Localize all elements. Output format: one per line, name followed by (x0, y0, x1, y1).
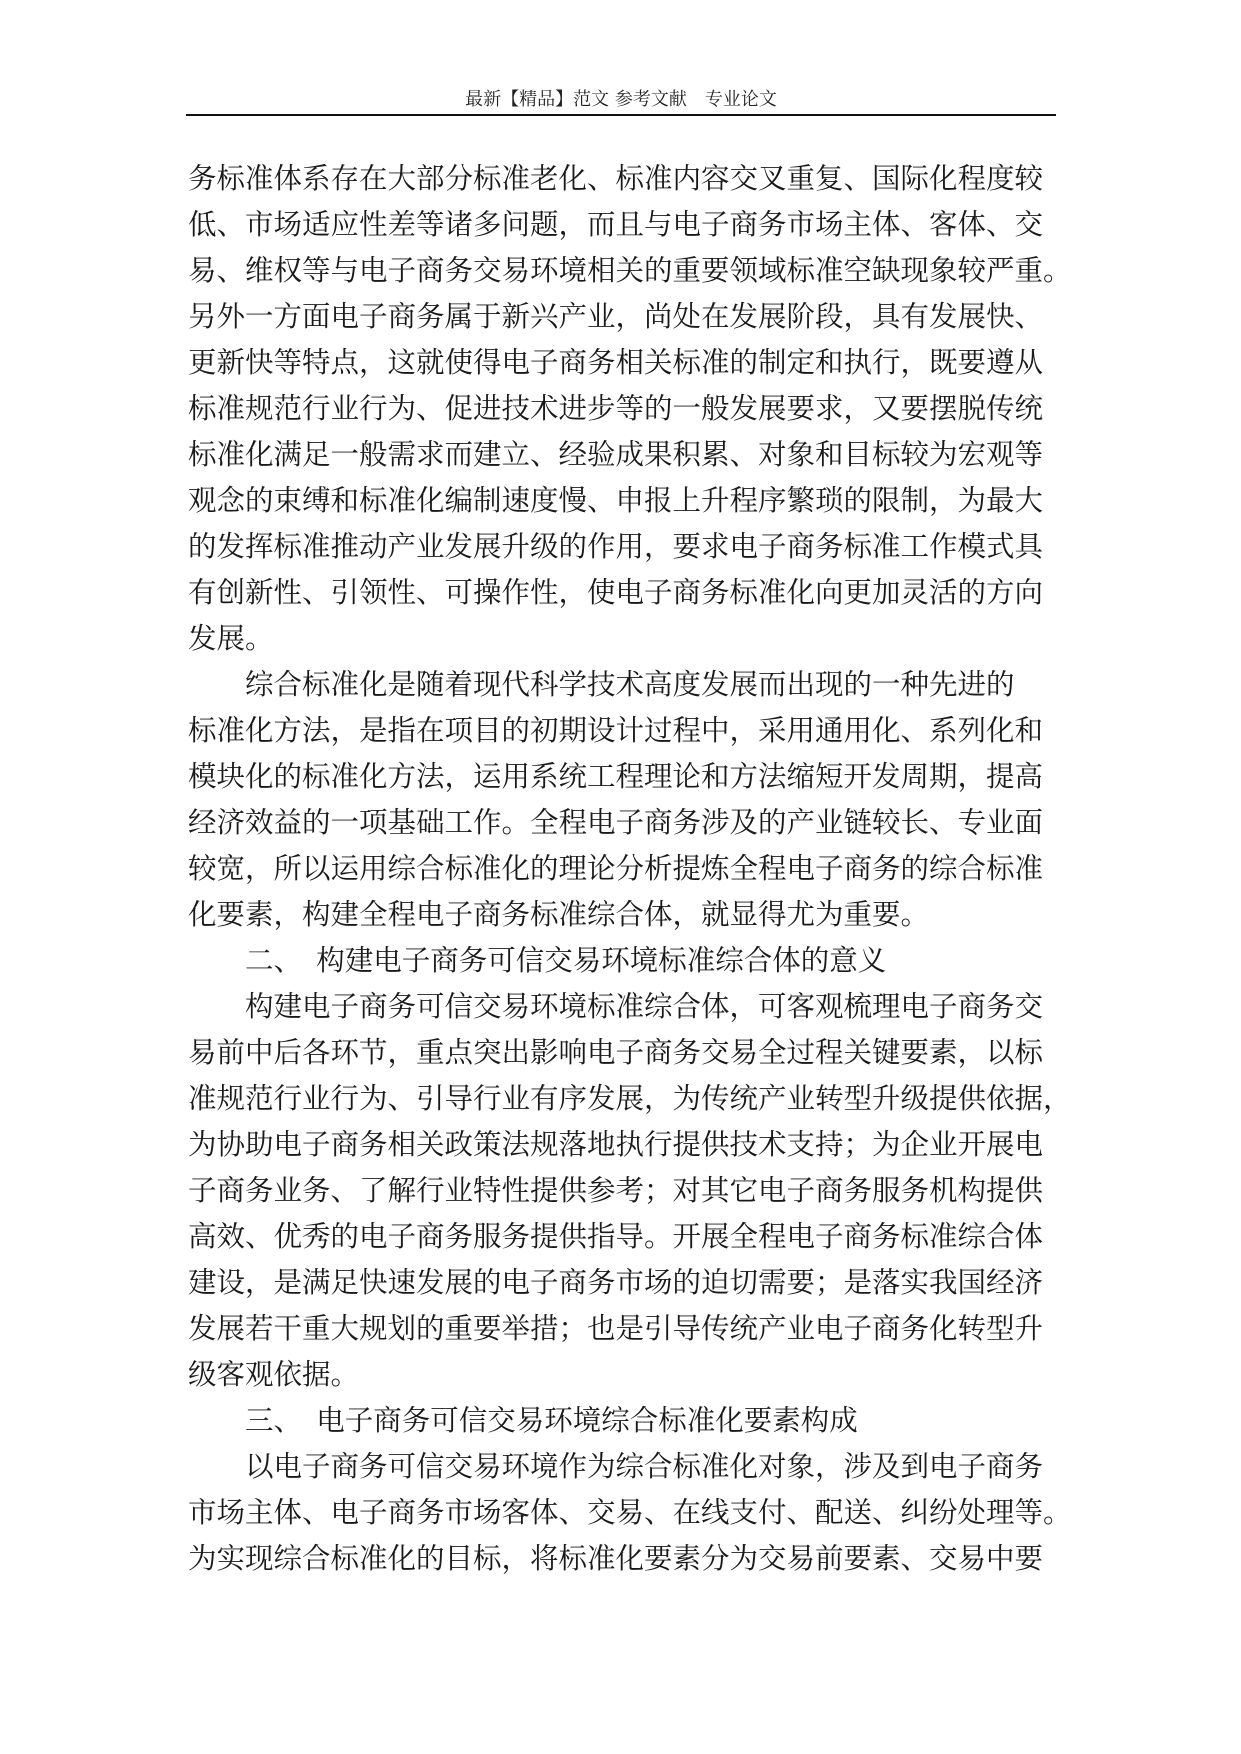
text-line: 模块化的标准化方法，运用系统工程理论和方法缩短开发周期，提高 (188, 760, 1044, 793)
text-line: 标准规范行业行为、促进技术进步等的一般发展要求，又要摆脱传统 (188, 392, 1044, 425)
text-line: 发展若干重大规划的重要举措；也是引导传统产业电子商务化转型升 (188, 1312, 1044, 1345)
text-line: 建设，是满足快速发展的电子商务市场的迫切需要；是落实我国经济 (188, 1266, 1044, 1299)
text-line: 三、 电子商务可信交易环境综合标准化要素构成 (245, 1404, 858, 1437)
page-header: 最新【精品】范文 参考文献 专业论文 (465, 89, 777, 110)
text-line: 的发挥标准推动产业发展升级的作用，要求电子商务标准工作模式具 (188, 530, 1044, 563)
text-line: 易、维权等与电子商务交易环境相关的重要领域标准空缺现象较严重。 (188, 254, 1072, 287)
text-line: 子商务业务、了解行业特性提供参考；对其它电子商务服务机构提供 (188, 1174, 1044, 1207)
text-line: 更新快等特点，这就使得电子商务相关标准的制定和执行，既要遵从 (188, 346, 1044, 379)
text-line: 标准化满足一般需求而建立、经验成果积累、对象和目标较为宏观等 (188, 438, 1044, 471)
text-line: 准规范行业行为、引导行业有序发展，为传统产业转型升级提供依据， (188, 1082, 1072, 1115)
text-line: 高效、优秀的电子商务服务提供指导。开展全程电子商务标准综合体 (188, 1220, 1044, 1253)
text-line: 有创新性、引领性、可操作性，使电子商务标准化向更加灵活的方向 (188, 576, 1044, 609)
body-text (188, 156, 1072, 1582)
text-line: 为协助电子商务相关政策法规落地执行提供技术支持；为企业开展电 (188, 1128, 1044, 1161)
text-line: 级客观依据。 (188, 1358, 360, 1391)
text-line: 化要素，构建全程电子商务标准综合体，就显得尤为重要。 (188, 898, 930, 931)
text-line: 经济效益的一项基础工作。全程电子商务涉及的产业链较长、专业面 (188, 806, 1044, 839)
header-rule (186, 114, 1056, 116)
text-line: 观念的束缚和标准化编制速度慢、申报上升程序繁琐的限制，为最大 (188, 484, 1044, 517)
text-line: 标准化方法，是指在项目的初期设计过程中，采用通用化、系列化和 (188, 714, 1044, 747)
text-line: 较宽，所以运用综合标准化的理论分析提炼全程电子商务的综合标准 (188, 852, 1044, 885)
text-line: 二、 构建电子商务可信交易环境标准综合体的意义 (245, 944, 887, 977)
text-line: 低、市场适应性差等诸多问题，而且与电子商务市场主体、客体、交 (188, 208, 1044, 241)
text-line: 综合标准化是随着现代科学技术高度发展而出现的一种先进的 (245, 668, 1015, 701)
text-line: 构建电子商务可信交易环境标准综合体，可客观梳理电子商务交 (245, 990, 1044, 1023)
text-line: 发展。 (188, 622, 274, 655)
text-line: 以电子商务可信交易环境作为综合标准化对象，涉及到电子商务 (245, 1450, 1044, 1483)
text-line: 为实现综合标准化的目标，将标准化要素分为交易前要素、交易中要 (188, 1542, 1044, 1575)
text-line: 务标准体系存在大部分标准老化、标准内容交叉重复、国际化程度较 (188, 162, 1044, 195)
text-line: 另外一方面电子商务属于新兴产业，尚处在发展阶段，具有发展快、 (188, 300, 1044, 333)
text-line: 易前中后各环节，重点突出影响电子商务交易全过程关键要素，以标 (188, 1036, 1044, 1069)
text-line: 市场主体、电子商务市场客体、交易、在线支付、配送、纠纷处理等。 (188, 1496, 1072, 1529)
